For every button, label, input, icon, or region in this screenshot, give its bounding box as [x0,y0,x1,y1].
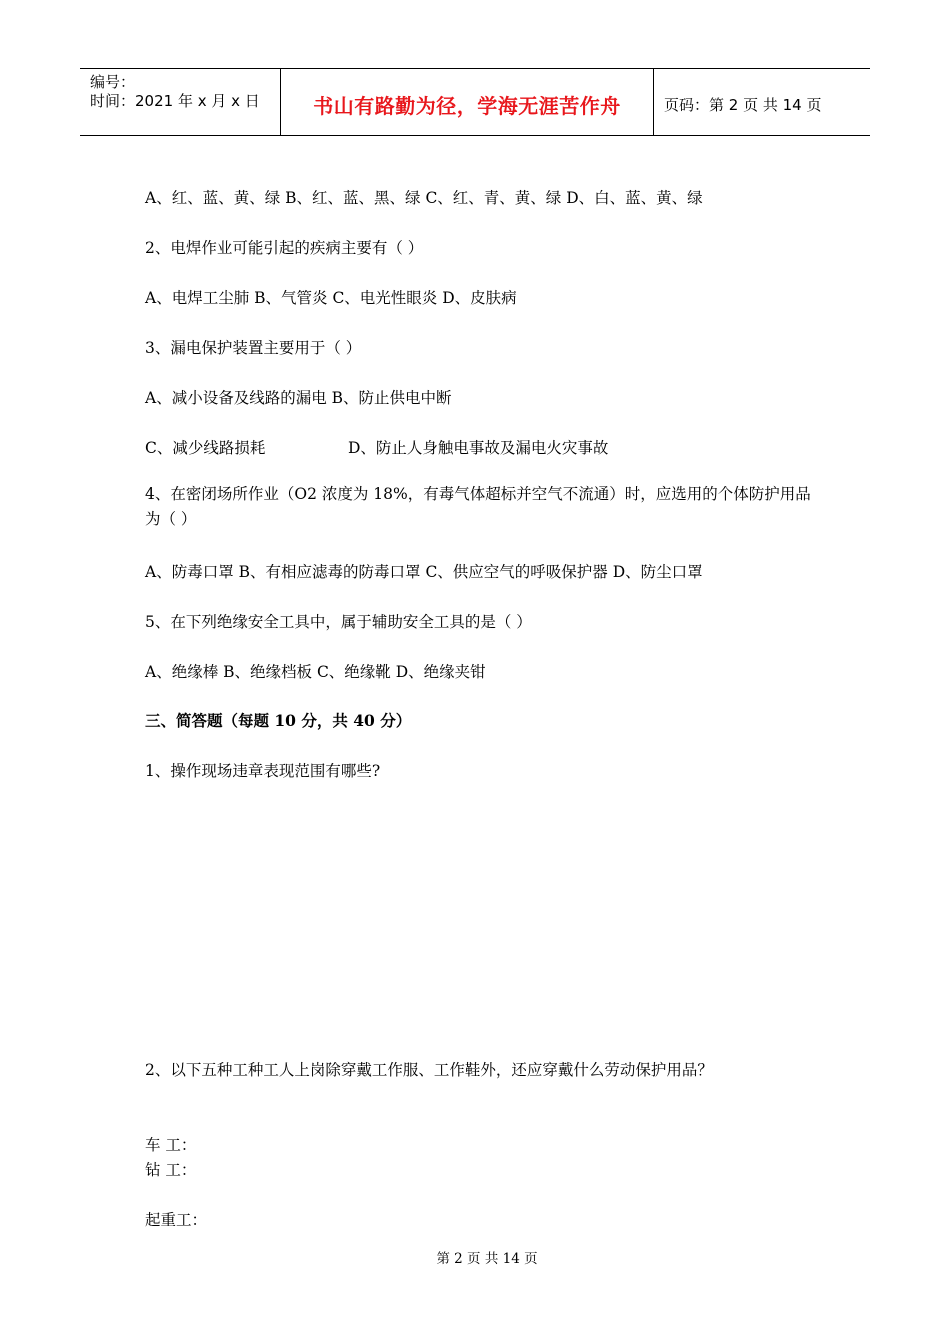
section3-q2: 2、以下五种工种工人上岗除穿戴工作服、工作鞋外，还应穿戴什么劳动保护用品？ [145,1061,713,1079]
q2-stem: 2、电焊作业可能引起的疾病主要有（ ） [145,239,424,257]
section3-q1: 1、操作现场违章表现范围有哪些? [145,762,381,780]
q1-options: A、红、蓝、黄、绿 B、红、蓝、黑、绿 C、红、青、黄、绿 D、白、蓝、黄、绿 [145,189,703,207]
q4-stem: 4、在密闭场所作业（O2 浓度为 18%，有毒气体超标并空气不流通）时，应选用的个体防护用品为（ ） [145,485,811,528]
q5-options: A、绝缘棒 B、绝缘档板 C、绝缘靴 D、绝缘夹钳 [145,663,486,681]
q3-option-d: D、防止人身触电事故及漏电火灾事故 [348,439,609,457]
q4-options: A、防毒口罩 B、有相应滤毒的防毒口罩 C、供应空气的呼吸保护器 D、防尘口罩 [145,563,703,581]
page-info: 页码：第 2 页 共 14 页 [664,95,822,114]
q3-option-c: C、减少线路损耗 [145,439,266,457]
q2-options: A、电焊工尘肺 B、气管炎 C、电光性眼炎 D、皮肤病 [145,289,517,307]
serial-label: 编号： [90,73,136,91]
header-right-cell [654,69,870,135]
header-middle-cell [281,69,654,135]
page-footer: 第 2 页 共 14 页 [436,1251,538,1267]
header-left-cell [80,69,281,135]
worker-crane: 起重工： [145,1211,208,1229]
q3-option-ab: A、减小设备及线路的漏电 B、防止供电中断 [145,389,452,407]
section3-title: 三、简答题（每题 10 分，共 40 分） [145,711,412,730]
worker-drill: 钻 工： [145,1161,197,1179]
q5-stem: 5、在下列绝缘安全工具中，属于辅助安全工具的是（ ） [145,613,532,631]
motto-text: 书山有路勤为径，学海无涯苦作舟 [313,93,621,118]
q3-stem: 3、漏电保护装置主要用于（ ） [145,339,362,357]
time-label: 时间：2021 年 x 月 x 日 [90,92,260,110]
header-table [80,68,870,136]
worker-lathe: 车 工： [145,1136,197,1154]
